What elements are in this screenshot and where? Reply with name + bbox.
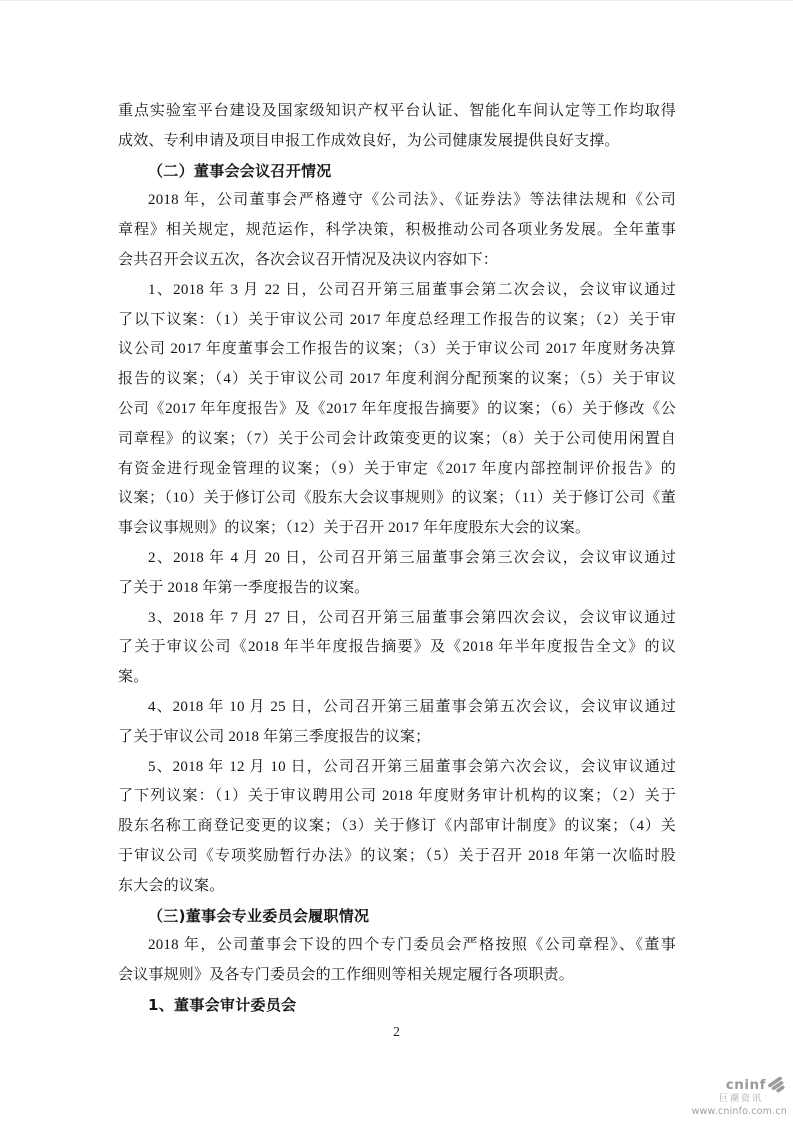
- text-line: 会议事规则》及各专门委员会的工作细则等相关规定履行各项职责。: [118, 967, 575, 984]
- cninfo-swirl-icon: [768, 1077, 787, 1094]
- text-line: 于审议公司《专项奖励暂行办法》的议案；（5）关于召开 2018 年第一次临时股: [118, 847, 676, 864]
- text-line: 了下列议案：（1）关于审议聘用公司 2018 年度财务审计机构的议案；（2）关于: [118, 788, 676, 805]
- section-heading-special-committees: （三)董事会专业委员会履职情况: [148, 906, 370, 925]
- text-line: 了关于审议公司 2018 年第三季度报告的议案；: [118, 728, 431, 745]
- text-line: 了关于 2018 年第一季度报告的议案。: [118, 579, 370, 596]
- text-line: 章程》相关规定，规范运作，科学决策，积极推动公司各项业务发展。全年董事: [118, 222, 676, 239]
- text-line: 股东名称工商登记变更的议案；（3）关于修订《内部审计制度》的议案；（4）关: [118, 818, 676, 835]
- text-line: 重点实验室平台建设及国家级知识产权平台认证、智能化车间认定等工作均取得: [118, 103, 676, 119]
- text-line: 议案；（10）关于修订公司《股东大会议事规则》的议案；（11）关于修订公司《董: [118, 490, 676, 507]
- text-line: 东大会的议案。: [118, 877, 225, 894]
- text-line: 司章程》的议案；（7）关于公司会计政策变更的议案；（8）关于公司使用闲置自: [118, 430, 676, 447]
- text-line: 4、2018 年 10 月 25 日，公司召开第三届董事会第五次会议，会议审议通过: [148, 698, 676, 715]
- cninfo-logo: [692, 1077, 787, 1117]
- text-line: 2018 年，公司董事会下设的四个专门委员会严格按照《公司章程》、《董事: [148, 937, 676, 954]
- cninfo-brand-text: cninf: [725, 1077, 766, 1094]
- text-line: 2018 年，公司董事会严格遵守《公司法》、《证券法》等法律法规和《公司: [148, 192, 676, 209]
- text-line: 成效、专利申请及项目申报工作成效良好，为公司健康发展提供良好支撑。: [118, 132, 620, 149]
- text-line: 案。: [118, 669, 149, 686]
- cninfo-url: www.cninfo.com.cn: [691, 1105, 787, 1117]
- cninfo-brand-chinese: 巨潮资讯: [718, 1094, 763, 1104]
- section-heading-audit-committee: 1、董事会审计委员会: [148, 995, 297, 1014]
- section-heading-board-meetings: （二）董事会会议召开情况: [148, 161, 332, 180]
- document-body: [118, 97, 676, 1021]
- text-line: 报告的议案；（4）关于审议公司 2017 年度利润分配预案的议案；（5）关于审议: [118, 371, 676, 388]
- text-line: 5、2018 年 12 月 10 日，公司召开第三届董事会第六次会议，会议审议通过: [148, 758, 676, 775]
- text-line: 了以下议案：（1）关于审议公司 2017 年度总经理工作报告的议案；（2）关于审: [118, 311, 676, 328]
- text-line: 3、2018 年 7 月 27 日，公司召开第三届董事会第四次会议，会议审议通过: [148, 609, 676, 626]
- page-number: 2: [393, 1024, 400, 1039]
- text-line: 公司《2017 年年度报告》及《2017 年年度报告摘要》的议案；（6）关于修改《公: [118, 400, 676, 417]
- text-line: 2、2018 年 4 月 20 日，公司召开第三届董事会第三次会议，会议审议通过: [148, 549, 676, 566]
- text-line: 1、2018 年 3 月 22 日，公司召开第三届董事会第二次会议，会议审议通过: [148, 281, 676, 298]
- text-line: 事会议事规则》的议案；（12）关于召开 2017 年年度股东大会的议案。: [118, 520, 591, 537]
- text-line: 了关于审议公司《2018 年半年度报告摘要》及《2018 年半年度报告全文》的议: [118, 639, 676, 656]
- text-line: 议公司 2017 年度董事会工作报告的议案；（3）关于审议公司 2017 年度财务决算: [118, 341, 676, 358]
- text-line: 有资金进行现金管理的议案；（9）关于审定《2017 年度内部控制评价报告》的: [118, 460, 676, 477]
- text-line: 会共召开会议五次，各次会议召开情况及决议内容如下：: [118, 251, 499, 268]
